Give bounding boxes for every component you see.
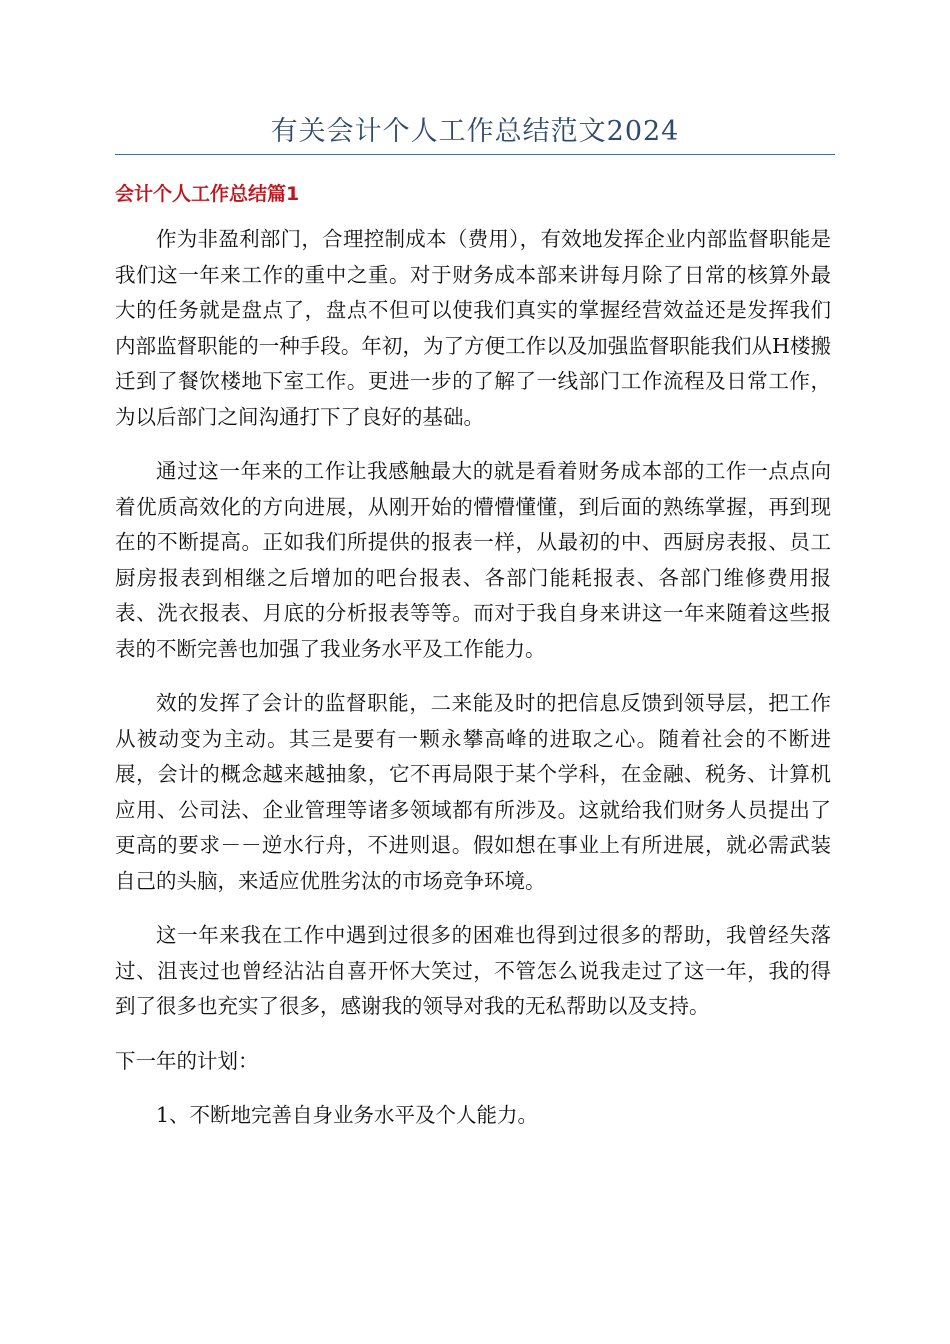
section-heading: 会计个人工作总结篇1 bbox=[115, 183, 300, 205]
document-body bbox=[115, 222, 831, 1153]
paragraph-4: 这一年来我在工作中遇到过很多的困难也得到过很多的帮助，我曾经失落过、沮丧过也曾经沾沾自喜开怀大笑过，不管怎么说我走过了这一年，我的得到了很多也充实了很多，感谢我的领导对我的无私帮助以及支持。 bbox=[115, 923, 831, 1018]
document-title: 有关会计个人工作总结范文2024 bbox=[270, 116, 680, 147]
plan-heading: 下一年的计划： bbox=[115, 1048, 259, 1073]
title-divider bbox=[115, 154, 835, 155]
paragraph-2: 通过这一年来的工作让我感触最大的就是看着财务成本部的工作一点点向着优质高效化的方向进展，从刚开始的懵懵懂懂，到后面的熟练掌握，再到现在的不断提高。正如我们所提供的报表一样，从最初的中、西厨房表报、员工厨房报表到相继之后增加的吧台报表、各部门能耗报表、各部门维修费用报表、洗衣报表、月底的分析报表等等。而对于我自身来讲这一年来随着这些报表的不断完善也加强了我业务水平及工作能力。 bbox=[115, 459, 831, 661]
plan-item-1: 1、不断地完善自身业务水平及个人能力。 bbox=[156, 1103, 539, 1127]
paragraph-1: 作为非盈利部门，合理控制成本（费用），有效地发挥企业内部监督职能是我们这一年来工作的重中之重。对于财务成本部来讲每月除了日常的核算外最大的任务就是盘点了，盘点不但可以使我们真实的掌握经营效益还是发挥我们内部监督职能的一种手段。年初，为了方便工作以及加强监督职能我们从H楼搬迁到了餐饮楼地下室工作。更进一步的了解了一线部门工作流程及日常工作，为以后部门之间沟通打下了良好的基础。 bbox=[115, 227, 831, 429]
paragraph-3: 效的发挥了会计的监督职能，二来能及时的把信息反馈到领导层，把工作从被动变为主动。其三是要有一颗永攀高峰的进取之心。随着社会的不断进展，会计的概念越来越抽象，它不再局限于某个学科，在金融、税务、计算机应用、公司法、企业管理等诸多领域都有所涉及。这就给我们财务人员提出了更高的要求－－逆水行舟，不进则退。假如想在事业上有所进展，就必需武装自己的头脑，来适应优胜劣汰的市场竞争环境。 bbox=[115, 691, 831, 893]
